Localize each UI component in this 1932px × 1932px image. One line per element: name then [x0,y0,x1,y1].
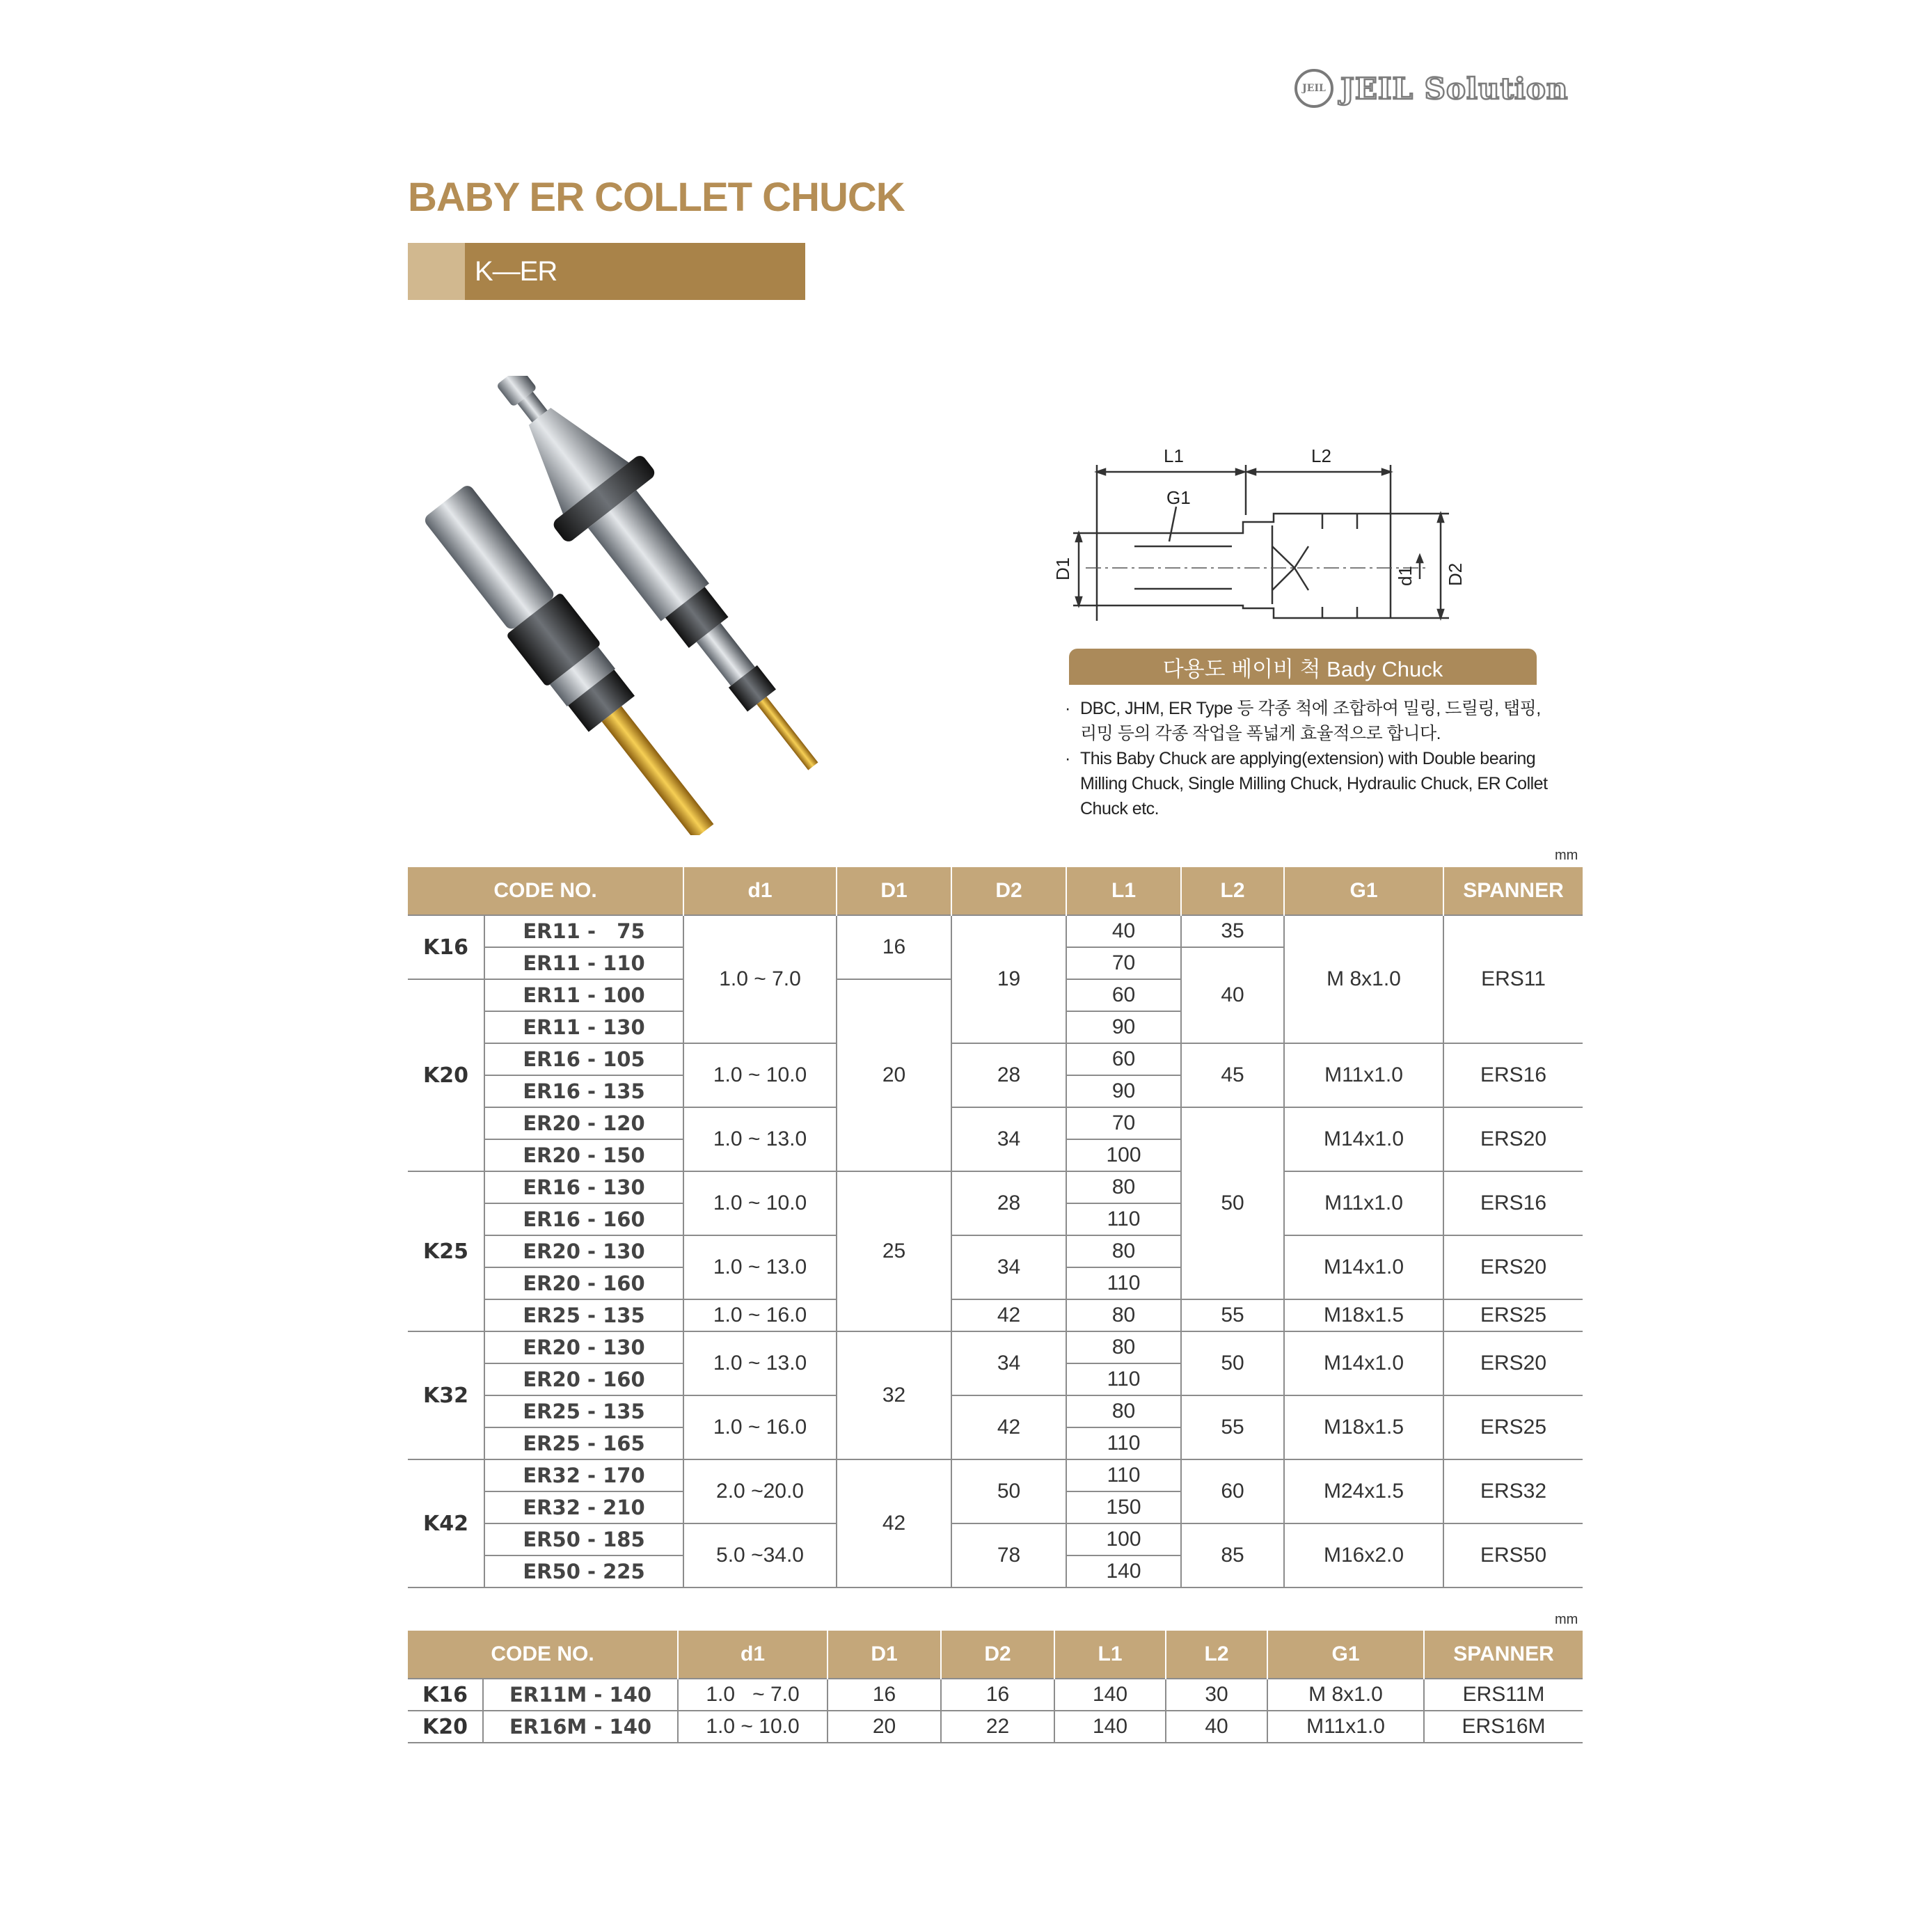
L1-cell: 80 [1066,1395,1181,1427]
L1-cell: 140 [1054,1711,1166,1743]
G1-cell: M11x1.0 [1284,1171,1443,1235]
code-cell: ER25 - 135 [484,1299,683,1331]
spanner-cell: ERS16M [1424,1711,1583,1743]
G1-cell: M18x1.5 [1284,1299,1443,1331]
code-cell: ER50 - 225 [484,1555,683,1587]
header-spanner: SPANNER [1424,1631,1583,1679]
unit-label-table2: mm [1555,1612,1578,1627]
feature-list [1065,696,1566,821]
code-cell: ER32 - 170 [484,1459,683,1491]
D1-cell: 42 [837,1459,951,1587]
L1-cell: 100 [1066,1523,1181,1555]
L1-cell: 110 [1066,1459,1181,1491]
D2-cell: 50 [951,1459,1066,1523]
L1-cell: 90 [1066,1075,1181,1107]
L1-cell: 90 [1066,1011,1181,1043]
spanner-cell: ERS16 [1443,1171,1583,1235]
code-cell: ER20 - 130 [484,1235,683,1267]
table-row [408,1395,1583,1427]
code-cell: ER20 - 150 [484,1139,683,1171]
D2-cell: 42 [951,1395,1066,1459]
L1-cell: 80 [1066,1299,1181,1331]
header-D1: D1 [837,867,951,915]
header-spanner: SPANNER [1443,867,1583,915]
d1-cell: 1.0 ~ 7.0 [678,1679,828,1711]
code-cell: ER20 - 160 [484,1267,683,1299]
d1-cell: 1.0 ~ 13.0 [683,1107,837,1171]
feature-line-en [1065,746,1566,821]
L2-cell: 50 [1181,1107,1284,1299]
D1-cell: 20 [828,1711,941,1743]
L2-cell: 30 [1166,1679,1267,1711]
D2-cell: 28 [951,1043,1066,1107]
code-cell: ER50 - 185 [484,1523,683,1555]
G1-cell: M14x1.0 [1284,1107,1443,1171]
spanner-cell: ERS20 [1443,1107,1583,1171]
code-cell: ER25 - 135 [484,1395,683,1427]
table-row [408,1107,1583,1139]
L1-cell: 150 [1066,1491,1181,1523]
L1-cell: 60 [1066,979,1181,1011]
D2-cell: 34 [951,1331,1066,1395]
brand-logo [1294,64,1587,113]
header-L1: L1 [1054,1631,1166,1679]
code-cell: ER16 - 105 [484,1043,683,1075]
feature-line-ko [1065,696,1566,746]
d1-cell: 1.0 ~ 10.0 [683,1043,837,1107]
code-cell: ER20 - 160 [484,1363,683,1395]
code-cell: ER11 - 110 [484,947,683,979]
G1-cell: M 8x1.0 [1267,1679,1424,1711]
product-photo [411,376,967,835]
d1-cell: 1.0 ~ 13.0 [683,1235,837,1299]
L2-cell: 40 [1181,947,1284,1043]
brand-emblem-icon [1294,69,1333,108]
code-cell: ER16 - 130 [484,1171,683,1203]
header-L2: L2 [1181,867,1284,915]
group-cell: K16 [408,1679,483,1711]
G1-cell: M24x1.5 [1284,1459,1443,1523]
G1-cell: M11x1.0 [1284,1043,1443,1107]
D1-cell: 20 [837,979,951,1171]
L2-cell: 55 [1181,1395,1284,1459]
code-cell: ER16 - 135 [484,1075,683,1107]
table-row [408,915,1583,947]
G1-cell: M14x1.0 [1284,1331,1443,1395]
spanner-cell: ERS20 [1443,1235,1583,1299]
table-row [408,1299,1583,1331]
group-cell: K16 [408,915,484,979]
L1-cell: 60 [1066,1043,1181,1075]
table-row [408,1171,1583,1203]
subtitle-label: K—ER [465,243,805,300]
D2-cell: 16 [941,1679,1054,1711]
code-cell: ER11 - 75 [484,915,683,947]
code-cell: ER32 - 210 [484,1491,683,1523]
spanner-cell: ERS11M [1424,1679,1583,1711]
group-cell: K42 [408,1459,484,1587]
L1-cell: 100 [1066,1139,1181,1171]
spanner-cell: ERS25 [1443,1299,1583,1331]
d1-cell: 5.0 ~34.0 [683,1523,837,1587]
table-row [408,1679,1583,1711]
spanner-cell: ERS20 [1443,1331,1583,1395]
D1-cell: 16 [837,915,951,979]
G1-cell: M18x1.5 [1284,1395,1443,1459]
group-cell: K20 [408,1711,483,1743]
L2-cell: 85 [1181,1523,1284,1587]
unit-label-table1: mm [1555,848,1578,863]
spanner-cell: ERS32 [1443,1459,1583,1523]
header-D2: D2 [941,1631,1054,1679]
G1-cell: M14x1.0 [1284,1235,1443,1299]
L1-cell: 70 [1066,947,1181,979]
L2-cell: 50 [1181,1331,1284,1395]
code-cell: ER20 - 130 [484,1331,683,1363]
technical-drawing [1009,425,1587,633]
D2-cell: 34 [951,1107,1066,1171]
feature-line-1: DBC, JHM, ER Type 등 각종 척에 조합하여 밀링, 드릴링, 탭핑, [1080,699,1541,718]
L1-cell: 110 [1066,1203,1181,1235]
L1-cell: 110 [1066,1427,1181,1459]
group-cell: K32 [408,1331,484,1459]
label-d1-inner: d1 [1395,566,1416,586]
d1-cell: 1.0 ~ 16.0 [683,1299,837,1331]
header-code: CODE NO. [408,1631,678,1679]
d1-cell: 1.0 ~ 16.0 [683,1395,837,1459]
table-row [408,1331,1583,1363]
D2-cell: 34 [951,1235,1066,1299]
feature-heading: 다용도 베이비 척 Bady Chuck [1069,649,1537,685]
label-d2: D2 [1445,562,1466,586]
code-cell: ER11 - 100 [484,979,683,1011]
L2-cell: 45 [1181,1043,1284,1107]
header-L2: L2 [1166,1631,1267,1679]
label-d1-outer: D1 [1052,557,1073,580]
subtitle-bar [408,243,805,300]
L1-cell: 140 [1054,1679,1166,1711]
G1-cell: M16x2.0 [1284,1523,1443,1587]
label-l2: L2 [1311,445,1331,466]
L2-cell: 55 [1181,1299,1284,1331]
L1-cell: 70 [1066,1107,1181,1139]
subtitle-swatch [408,243,465,300]
table-row [408,1711,1583,1743]
code-cell: ER16M - 140 [483,1711,678,1743]
spanner-cell: ERS11 [1443,915,1583,1043]
feature-line-3: This Baby Chuck are applying(extension) with Double bearing [1080,749,1536,768]
D2-cell: 42 [951,1299,1066,1331]
L2-cell: 40 [1166,1711,1267,1743]
L1-cell: 40 [1066,915,1181,947]
feature-line-2: 리밍 등의 각종 작업을 폭넓게 효율적으로 합니다. [1080,724,1441,743]
code-cell: ER16 - 160 [484,1203,683,1235]
header-D1: D1 [828,1631,941,1679]
header-D2: D2 [951,867,1066,915]
code-cell: ER20 - 120 [484,1107,683,1139]
d1-cell: 2.0 ~20.0 [683,1459,837,1523]
table-row [408,1043,1583,1075]
code-cell: ER11 - 130 [484,1011,683,1043]
L1-cell: 110 [1066,1363,1181,1395]
group-cell: K20 [408,979,484,1171]
code-cell: ER25 - 165 [484,1427,683,1459]
spanner-cell: ERS50 [1443,1523,1583,1587]
group-cell: K25 [408,1171,484,1331]
D2-cell: 28 [951,1171,1066,1235]
table-header-row [408,867,1583,915]
D1-cell: 16 [828,1679,941,1711]
label-g1: G1 [1166,487,1191,508]
D2-cell: 19 [951,915,1066,1043]
L1-cell: 80 [1066,1331,1181,1363]
header-d1: d1 [683,867,837,915]
table-row [408,1235,1583,1267]
spec-table-main [408,867,1583,1588]
label-l1: L1 [1164,445,1184,466]
G1-cell: M11x1.0 [1267,1711,1424,1743]
code-cell: ER11M - 140 [483,1679,678,1711]
L2-cell: 60 [1181,1459,1284,1523]
header-d1: d1 [678,1631,828,1679]
spanner-cell: ERS16 [1443,1043,1583,1107]
table-row [408,1523,1583,1555]
d1-cell: 1.0 ~ 10.0 [683,1171,837,1235]
table-header-row [408,1631,1583,1679]
L1-cell: 80 [1066,1235,1181,1267]
D1-cell: 32 [837,1331,951,1459]
page-title: BABY ER COLLET CHUCK [408,175,905,220]
header-code: CODE NO. [408,867,683,915]
d1-cell: 1.0 ~ 10.0 [678,1711,828,1743]
L2-cell: 35 [1181,915,1284,947]
feature-line-4: Milling Chuck, Single Milling Chuck, Hydraulic Chuck, ER Collet [1080,774,1548,793]
L1-cell: 140 [1066,1555,1181,1587]
D2-cell: 22 [941,1711,1054,1743]
spec-table-secondary [408,1631,1583,1743]
table-row [408,1459,1583,1491]
spanner-cell: ERS25 [1443,1395,1583,1459]
feature-line-5: Chuck etc. [1080,799,1159,818]
brand-name: JEIL Solution [1340,71,1569,106]
d1-cell: 1.0 ~ 7.0 [683,915,837,1043]
D2-cell: 78 [951,1523,1066,1587]
L1-cell: 110 [1066,1267,1181,1299]
L1-cell: 80 [1066,1171,1181,1203]
D1-cell: 25 [837,1171,951,1331]
header-G1: G1 [1267,1631,1424,1679]
brand-emblem-text: JEIL [1302,83,1326,94]
d1-cell: 1.0 ~ 13.0 [683,1331,837,1395]
header-L1: L1 [1066,867,1181,915]
G1-cell: M 8x1.0 [1284,915,1443,1043]
header-G1: G1 [1284,867,1443,915]
